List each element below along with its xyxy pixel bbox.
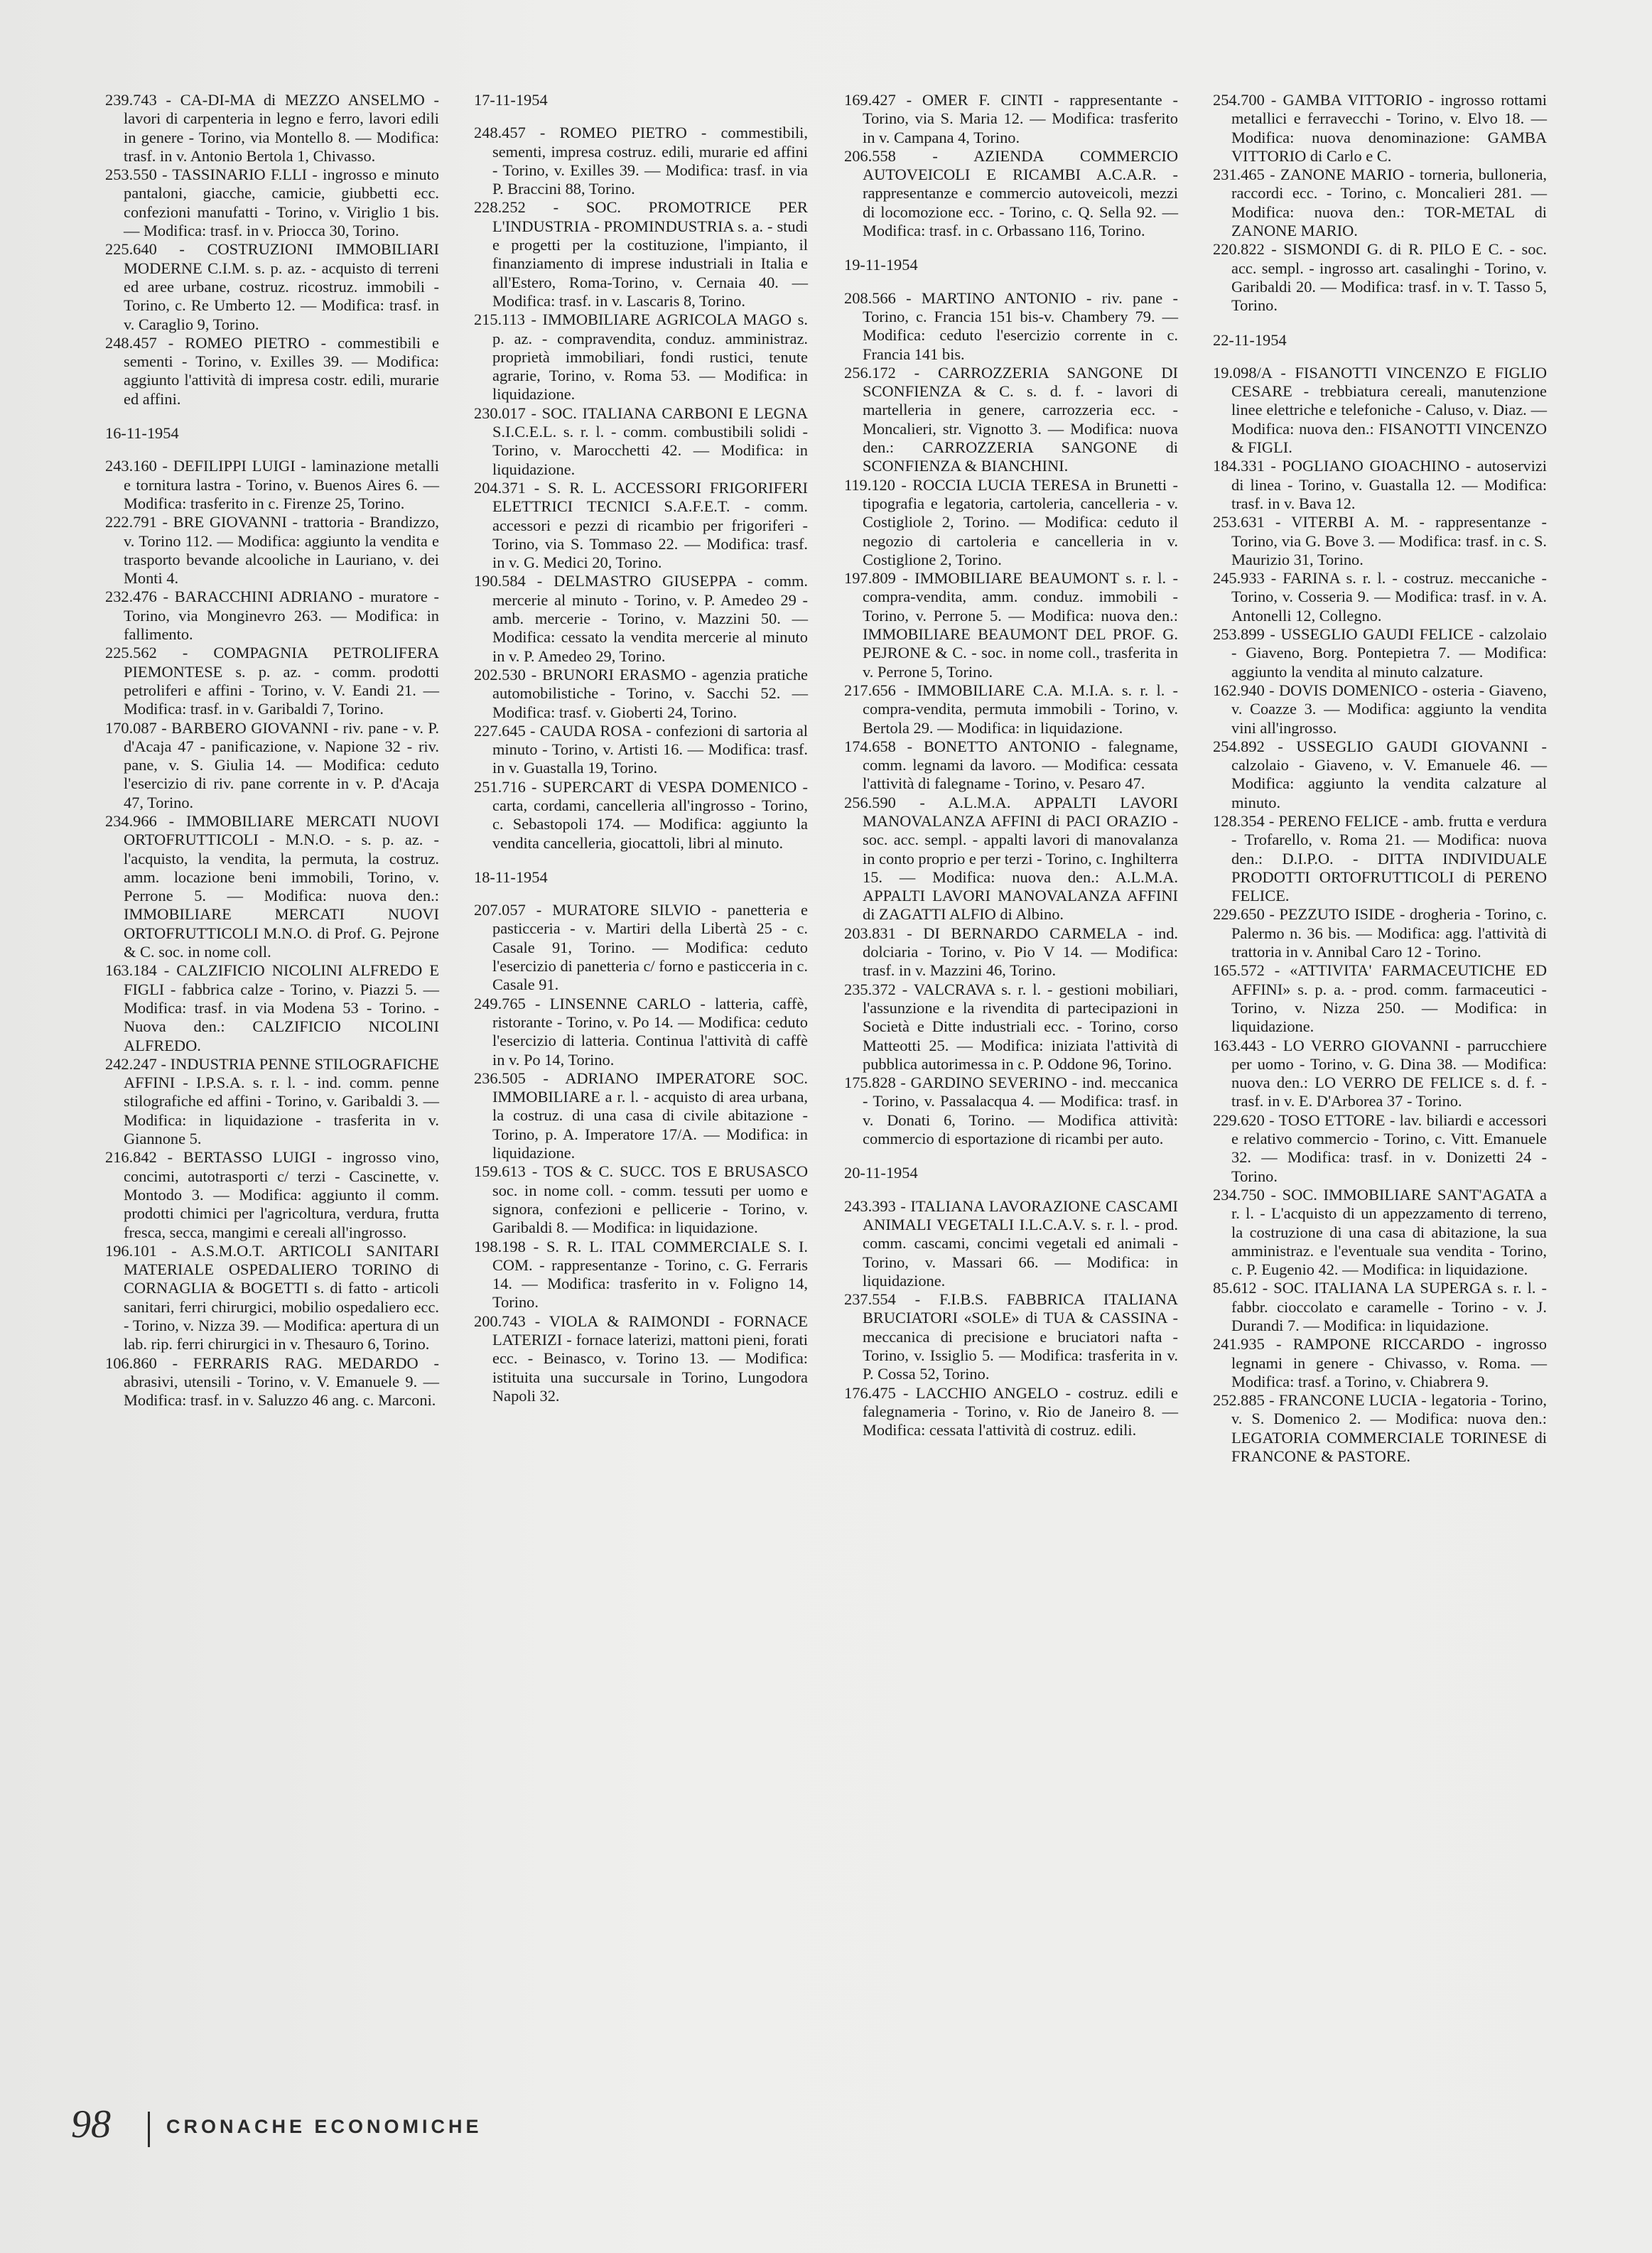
registry-entry: 245.933 - FARINA s. r. l. - costruz. meccaniche - Torino, v. Cosseria 9. — Modifica: trasf. in v. A. Antonelli 12, Collegno. <box>1213 569 1547 625</box>
registry-entry: 239.743 - CA-DI-MA di MEZZO ANSELMO - lavori di carpenteria in legno e ferro, lavori edili in genere - Torino, via Montello 8. — Modifica: trasf. in v. Antonio Bertola 1, Chivasso. <box>105 91 439 165</box>
registry-entry: 170.087 - BARBERO GIOVANNI - riv. pane - v. P. d'Acaja 47 - panificazione, v. Napione 32 - riv. pane, v. S. Giulia 14. — Modifica: ceduto l'esercizio di riv. pane corrente in v. P. d'Acaja 47, Torino. <box>105 718 439 811</box>
date-heading: 18-11-1954 <box>474 868 548 886</box>
registry-entry: 249.765 - LINSENNE CARLO - latteria, caffè, ristorante - Torino, v. Po 14. — Modifica: ceduto l'esercizio di latteria. Continua l'attività di caffè in v. Po 14, Torino. <box>474 994 808 1069</box>
registry-entry: 208.566 - MARTINO ANTONIO - riv. pane - Torino, c. Francia 151 bis-v. Chambery 79. — Modifica: ceduto l'esercizio corrente in c. Francia 141 bis. <box>844 288 1178 363</box>
registry-entry: 198.198 - S. R. L. ITAL COMMERCIALE S. I. COM. - rappresentanze - Torino, c. G. Ferraris 14. — Modifica: trasferito in v. Foligno 14, Torino. <box>474 1237 808 1312</box>
registry-entry: 206.558 - AZIENDA COMMERCIO AUTOVEICOLI E RICAMBI A.C.A.R. - rappresentanze e commercio autoveicoli, mezzi di locomozione ecc. - Torino, c. Q. Sella 92. — Modifica: trasf. in c. Orbassano 116, Torino. <box>844 146 1178 240</box>
registry-entry: 220.822 - SISMONDI G. di R. PILO E C. - soc. acc. sempl. - ingrosso art. casalinghi - Torino, v. Garibaldi 20. — Modifica: trasf. in v. T. Tasso 5, Torino. <box>1213 240 1547 315</box>
registry-entry: 119.120 - ROCCIA LUCIA TERESA in Brunetti - tipografia e legatoria, cartoleria, cancelleria - v. Costigliole 2, Torino. — Modifica: ceduto il negozio di cartoleria e cancelleria in v. Costiglione 2, Torino. <box>844 475 1178 568</box>
registry-entry: 202.530 - BRUNORI ERASMO - agenzia pratiche automobilistiche - Torino, v. Sacchi 52. — Modifica: trasf. v. Gioberti 24, Torino. <box>474 665 808 721</box>
footer-divider <box>148 2112 150 2147</box>
registry-entry: 163.443 - LO VERRO GIOVANNI - parrucchiere per uomo - Torino, v. G. Dina 38. — Modifica: nuova den.: LO VERRO DE FELICE s. d. f. - trasf. in v. E. D'Arborea 37 - Torino. <box>1213 1036 1547 1111</box>
registry-entry: 251.716 - SUPERCART di VESPA DOMENICO - carta, cordami, cancelleria all'ingrosso - Torino, c. Sebastopoli 174. — Modifica: aggiunto la vendita cancelleria, giocattoli, libri al minuto. <box>474 777 808 852</box>
registry-entry: 254.892 - USSEGLIO GAUDI GIOVANNI - calzolaio - Giaveno, v. V. Emanuele 46. — Modifica: aggiunto la vendita calzature al minuto. <box>1213 737 1547 811</box>
registry-entry: 236.505 - ADRIANO IMPERATORE SOC. IMMOBILIARE a r. l. - acquisto di area urbana, la costruz. di una casa di civile abitazione - Torino, p. A. Imperatore 17/A. — Modifica: in liquidazione. <box>474 1069 808 1162</box>
registry-entry: 256.590 - A.L.M.A. APPALTI LAVORI MANOVALANZA AFFINI di PACI ORAZIO - soc. acc. sempl. - appalti lavori di manovalanza in conto proprio e per terzi - Torino, c. Inghilterra 15. — Modifica: nuova den.: A.L.M.A. APPALTI LAVORI MANOVALANZA AFFINI di ZAGATTI ALFIO di Albino. <box>844 793 1178 924</box>
column-3 <box>844 91 1178 1439</box>
registry-entry: 176.475 - LACCHIO ANGELO - costruz. edili e falegnameria - Torino, v. Rio de Janeiro 8. — Modifica: cessata l'attività di costruz. edili. <box>844 1383 1178 1439</box>
registry-entry: 216.842 - BERTASSO LUIGI - ingrosso vino, concimi, autotrasporti c/ terzi - Cascinette, v. Montodo 3. — Modifica: aggiunto il comm. prodotti chimici per l'agricoltura, verdura, frutta fresca, secca, mangimi e cereali all'ingrosso. <box>105 1148 439 1241</box>
column-4 <box>1213 91 1547 1466</box>
registry-entry: 204.371 - S. R. L. ACCESSORI FRIGORIFERI ELETTRICI TECNICI S.A.F.E.T. - comm. accessori e pezzi di ricambio per frigoriferi - Torino, via S. Tommaso 22. — Modifica: trasf. in v. G. Medici 20, Torino. <box>474 478 808 572</box>
date-heading: 16-11-1954 <box>105 424 179 443</box>
registry-entry: 248.457 - ROMEO PIETRO - commestibili, sementi, impresa costruz. edili, murarie ed affini - Torino, v. Exilles 39. — Modifica: trasf. in via P. Braccini 88, Torino. <box>474 124 808 198</box>
registry-entry: 215.113 - IMMOBILIARE AGRICOLA MAGO s. p. az. - compravendita, conduz. amministraz. proprietà immobiliari, fondi rustici, tenute agrarie, Torino, v. Roma 53. — Modifica: in liquidazione. <box>474 310 808 404</box>
registry-entry: 243.160 - DEFILIPPI LUIGI - laminazione metalli e tornitura lastra - Torino, v. Buenos Aires 6. — Modifica: trasferito in c. Firenze 25, Torino. <box>105 457 439 512</box>
registry-entry: 203.831 - DI BERNARDO CARMELA - ind. dolciaria - Torino, v. Pio V 14. — Modifica: trasf. in v. Mazzini 46, Torino. <box>844 924 1178 980</box>
registry-entry: 196.101 - A.S.M.O.T. ARTICOLI SANITARI MATERIALE OSPEDALIERO TORINO di CORNAGLIA & BOGETTI s. di fatto - articoli sanitari, ferri chirurgici, mobilio ospedaliero ecc. - Torino, v. Nizza 39. — Modifica: apertura di un lab. rip. ferri chirurgici in v. Thesauro 6, Torino. <box>105 1241 439 1354</box>
registry-entry: 169.427 - OMER F. CINTI - rappresentante - Torino, via S. Maria 12. — Modifica: trasferito in v. Campana 4, Torino. <box>844 91 1178 146</box>
publication-title: CRONACHE ECONOMICHE <box>166 2116 482 2137</box>
registry-entry: 234.966 - IMMOBILIARE MERCATI NUOVI ORTOFRUTTICOLI - M.N.O. - s. p. az. - l'acquisto, la vendita, la permuta, la costruz. amm. locazione beni immobili, Torino, v. Perrone 5. — Modifica: nuova den.: IMMOBILIARE MERCATI NUOVI ORTOFRUTTICOLI M.N.O. di Prof. G. Pejrone & C. soc. in nome coll. <box>105 811 439 961</box>
date-heading: 17-11-1954 <box>474 91 548 109</box>
registry-entry: 128.354 - PERENO FELICE - amb. frutta e verdura - Trofarello, v. Roma 21. — Modifica: nuova den.: D.I.P.O. - DITTA INDIVIDUALE PRODOTTI ORTOFRUTTICOLI di PERENO FELICE. <box>1213 811 1547 905</box>
registry-entry: 253.550 - TASSINARIO F.LLI - ingrosso e minuto pantaloni, giacche, camicie, giubbetti ecc. confezioni manufatti - Torino, v. Viriglio 1 bis. — Modifica: trasf. in v. Priocca 30, Torino. <box>105 166 439 240</box>
registry-entry: 184.331 - POGLIANO GIOACHINO - autoservizi di linea - Torino, v. Guastalla 12. — Modifica: trasf. in v. Bava 12. <box>1213 457 1547 512</box>
registry-entry: 231.465 - ZANONE MARIO - torneria, bulloneria, raccordi ecc. - Torino, c. Moncalieri 281. — Modifica: nuova den.: TOR-METAL di ZANONE MARIO. <box>1213 166 1547 240</box>
registry-entry: 229.650 - PEZZUTO ISIDE - drogheria - Torino, c. Palermo n. 36 bis. — Modifica: agg. l'attività di trattoria in v. Annibal Caro 12 - Torino. <box>1213 905 1547 961</box>
page-number: 98 <box>71 2102 111 2146</box>
registry-entry: 232.476 - BARACCHINI ADRIANO - muratore - Torino, via Monginevro 263. — Modifica: in fallimento. <box>105 588 439 644</box>
registry-entry: 253.899 - USSEGLIO GAUDI FELICE - calzolaio - Giaveno, Borg. Pontepietra 7. — Modifica: aggiunto la vendita al minuto calzature. <box>1213 625 1547 681</box>
registry-entry: 200.743 - VIOLA & RAIMONDI - FORNACE LATERIZI - fornace laterizi, mattoni pieni, forati ecc. - Beinasco, v. Torino 13. — Modifica: istituita una succursale in Torino, Lungodora Napoli 32. <box>474 1312 808 1405</box>
registry-entry: 106.860 - FERRARIS RAG. MEDARDO - abrasivi, utensili - Torino, v. V. Emanuele 9. — Modifica: trasf. in v. Saluzzo 46 ang. c. Marconi. <box>105 1354 439 1410</box>
registry-entry: 241.935 - RAMPONE RICCARDO - ingrosso legnami in genere - Chivasso, v. Roma. — Modifica: trasf. a Torino, v. Chiabrera 9. <box>1213 1335 1547 1390</box>
registry-entry: 230.017 - SOC. ITALIANA CARBONI E LEGNA S.I.C.E.L. s. r. l. - comm. combustibili solidi - Torino, v. Marocchetti 42. — Modifica: in liquidazione. <box>474 404 808 478</box>
registry-entry: 174.658 - BONETTO ANTONIO - falegname, comm. legnami da lavoro. — Modifica: cessata l'attività di falegname - Torino, v. Pesaro 47. <box>844 737 1178 793</box>
registry-entry: 248.457 - ROMEO PIETRO - commestibili e sementi - Torino, v. Exilles 39. — Modifica: aggiunto l'attività di impresa costr. edili, murarie ed affini. <box>105 333 439 408</box>
registry-entry: 85.612 - SOC. ITALIANA LA SUPERGA s. r. l. - fabbr. cioccolato e caramelle - Torino - v. J. Durandi 7. — Modifica: in liquidazione. <box>1213 1279 1547 1334</box>
registry-entry: 256.172 - CARROZZERIA SANGONE DI SCONFIENZA & C. s. d. f. - lavori di martelleria in genere, carrozzeria ecc. - Moncalieri, str. Vignotto 3. — Modifica: nuova den.: CARROZZERIA SANGONE di SCONFIENZA & BIANCHINI. <box>844 363 1178 475</box>
registry-entry: 19.098/A - FISANOTTI VINCENZO E FIGLIO CESARE - trebbiatura cereali, manutenzione linee elettriche e telefoniche - Caluso, v. Diaz. — Modifica: nuova den.: FISANOTTI VINCENZO & FIGLI. <box>1213 363 1547 457</box>
registry-entry: 162.940 - DOVIS DOMENICO - osteria - Giaveno, v. Coazze 3. — Modifica: aggiunto la vendita vini all'ingrosso. <box>1213 681 1547 737</box>
registry-entry: 227.645 - CAUDA ROSA - confezioni di sartoria al minuto - Torino, v. Artisti 16. — Modifica: trasf. in v. Guastalla 19, Torino. <box>474 721 808 777</box>
page-footer <box>71 2102 568 2154</box>
date-heading: 19-11-1954 <box>844 256 918 274</box>
registry-entry: 237.554 - F.I.B.S. FABBRICA ITALIANA BRUCIATORI «SOLE» di TUA & CASSINA - meccanica di precisione e bruciatori nafta - Torino, v. Issiglio 5. — Modifica: trasferita in v. P. Cossa 52, Torino. <box>844 1290 1178 1383</box>
registry-entry: 228.252 - SOC. PROMOTRICE PER L'INDUSTRIA - PROMINDUSTRIA s. a. - studi e progetti per la costituzione, l'impianto, il finanziamento di imprese industriali in Italia e all'Estero, Roma-Torino, v. Cernaia 40. — Modifica: trasf. in v. Lascaris 8, Torino. <box>474 198 808 310</box>
registry-entry: 175.828 - GARDINO SEVERINO - ind. meccanica - Torino, v. Passalacqua 4. — Modifica: trasf. in v. Donati 6, Torino. — Modifica attività: commercio di esportazione di ricambi per auto. <box>844 1074 1178 1148</box>
registry-entry: 190.584 - DELMASTRO GIUSEPPA - comm. mercerie al minuto - Torino, v. P. Amedeo 29 - amb. mercerie - Torino, v. Mazzini 50. — Modifica: cessato la vendita mercerie al minuto in v. P. Amedeo 29, Torino. <box>474 572 808 665</box>
registry-entry: 207.057 - MURATORE SILVIO - panetteria e pasticceria - v. Martiri della Libertà 25 - c. Casale 91, Torino. — Modifica: ceduto l'esercizio di panetteria c/ forno e pasticceria in c. Casale 91. <box>474 901 808 994</box>
registry-entry: 234.750 - SOC. IMMOBILIARE SANT'AGATA a r. l. - L'acquisto di un appezzamento di terreno, la costruzione di una casa di abitazione, la sua amministraz. e l'eventuale sua vendita - Torino, c. P. Eugenio 42. — Modifica: in liquidazione. <box>1213 1185 1547 1279</box>
registry-entry: 217.656 - IMMOBILIARE C.A. M.I.A. s. r. l. - compra-vendita, permuta immobili - Torino, v. Bertola 29. — Modifica: in liquidazione. <box>844 681 1178 737</box>
registry-entry: 159.613 - TOS & C. SUCC. TOS E BRUSASCO soc. in nome coll. - comm. tessuti per uomo e signora, confezioni e pellicerie - Torino, v. Garibaldi 8. — Modifica: in liquidazione. <box>474 1162 808 1237</box>
registry-entry: 254.700 - GAMBA VITTORIO - ingrosso rottami metallici e ferravecchi - Torino, v. Elvo 18. — Modifica: nuova denominazione: GAMBA VITTORIO di Carlo e C. <box>1213 91 1547 165</box>
registry-entry: 242.247 - INDUSTRIA PENNE STILOGRAFICHE AFFINI - I.P.S.A. s. r. l. - ind. comm. penne stilografiche ed affini - Torino, v. Garibaldi 3. — Modifica: in liquidazione - trasferita in v. Giannone 5. <box>105 1054 439 1148</box>
registry-entry: 197.809 - IMMOBILIARE BEAUMONT s. r. l. - compra-vendita, amm. conduz. immobili - Torino, v. Perrone 5. — Modifica: nuova den.: IMMOBILIARE BEAUMONT DEL PROF. G. PEJRONE & C. - soc. in nome coll., trasferita in v. Perrone 5, Torino. <box>844 569 1178 681</box>
registry-entry: 229.620 - TOSO ETTORE - lav. biliardi e accessori e relativo commercio - Torino, c. Vitt. Emanuele 32. — Modifica: trasf. in v. Donizetti 24 - Torino. <box>1213 1111 1547 1185</box>
date-heading: 20-11-1954 <box>844 1164 918 1182</box>
registry-entry: 235.372 - VALCRAVA s. r. l. - gestioni mobiliari, l'assunzione e la rivendita di partecipazioni in Società e Ditte industriali ecc. - Torino, corso Matteotti 25. — Modifica: iniziata l'attività di pubblica autorimessa in c. P. Oddone 96, Torino. <box>844 980 1178 1073</box>
column-1 <box>105 91 439 1410</box>
registry-entry: 243.393 - ITALIANA LAVORAZIONE CASCAMI ANIMALI VEGETALI I.L.C.A.V. s. r. l. - prod. comm. cascami, concimi vegetali ed animali - Torino, v. Massari 66. — Modifica: in liquidazione. <box>844 1196 1178 1290</box>
registry-entry: 225.640 - COSTRUZIONI IMMOBILIARI MODERNE C.I.M. s. p. az. - acquisto di terreni ed aree urbane, costruz. ricostruz. immobili - Torino, c. Re Umberto 12. — Modifica: trasf. in v. Caraglio 9, Torino. <box>105 240 439 333</box>
registry-entry: 163.184 - CALZIFICIO NICOLINI ALFREDO E FIGLI - fabbrica calze - Torino, v. Piazzi 5. — Modifica: trasf. in via Modena 53 - Torino. - Nuova den.: CALZIFICIO NICOLINI ALFREDO. <box>105 961 439 1054</box>
column-2 <box>474 91 808 1405</box>
date-heading: 22-11-1954 <box>1213 330 1287 349</box>
registry-entry: 253.631 - VITERBI A. M. - rappresentanze - Torino, via G. Bove 3. — Modifica: trasf. in c. S. Maurizio 31, Torino. <box>1213 513 1547 568</box>
registry-entry: 222.791 - BRE GIOVANNI - trattoria - Brandizzo, v. Torino 112. — Modifica: aggiunto la vendita e trasporto bevande alcooliche in Lauriano, v. dei Monti 4. <box>105 513 439 588</box>
registry-entry: 165.572 - «ATTIVITA' FARMACEUTICHE ED AFFINI» s. p. a. - prod. comm. farmaceutici - Torino, v. Nizza 250. — Modifica: in liquidazione. <box>1213 961 1547 1036</box>
registry-entry: 225.562 - COMPAGNIA PETROLIFERA PIEMONTESE s. p. az. - comm. prodotti petroliferi e affini - Torino, v. V. Eandi 21. — Modifica: trasf. in v. Garibaldi 7, Torino. <box>105 644 439 718</box>
registry-entry: 252.885 - FRANCONE LUCIA - legatoria - Torino, v. S. Domenico 2. — Modifica: nuova den.: LEGATORIA COMMERCIALE TORINESE di FRANCONE & PASTORE. <box>1213 1391 1547 1466</box>
